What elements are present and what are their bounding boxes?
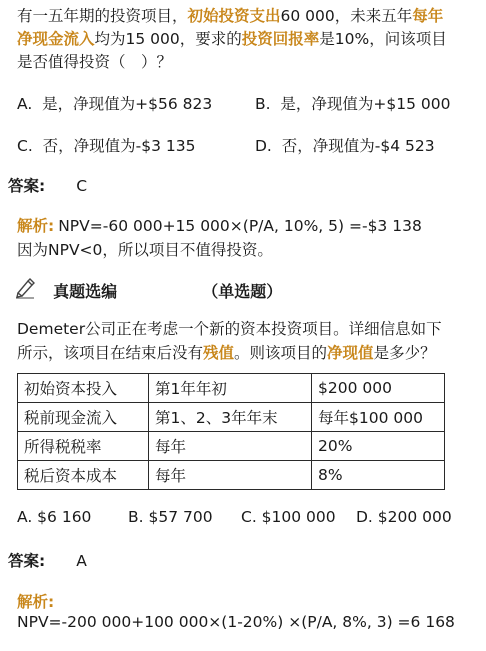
section-header <box>14 277 282 303</box>
option-text: 否，净现值为-$3 135 <box>42 137 196 155</box>
answer-label: 答案: <box>8 177 46 195</box>
table-cell: 第1年年初 <box>149 374 312 403</box>
q1-stem-line3: 是否值得投资（ ）？ <box>17 53 173 71</box>
option-letter: B. <box>255 95 271 113</box>
table-cell: 20% <box>312 432 445 461</box>
table-row <box>18 432 445 461</box>
pencil-icon <box>14 277 36 303</box>
q1-highlight-net-cash-inflow: 净现金流入 <box>17 30 95 48</box>
q2-highlight-salvage: 残值 <box>203 344 235 362</box>
table-cell: 每年 <box>149 432 312 461</box>
option-text: 是，净现值为+$15 000 <box>280 95 451 113</box>
table-cell: 第1、2、3年年末 <box>149 403 312 432</box>
q1-analysis-line2: 因为NPV<0，所以项目不值得投资。 <box>17 241 273 259</box>
q1-analysis-line1 <box>17 214 422 236</box>
analysis-formula: NPV=-60 000+15 000×(P/A, 10%, 5) =-$3 138 <box>58 217 422 235</box>
q2-stem-line2 <box>17 342 436 364</box>
q1-option-c[interactable] <box>17 134 195 156</box>
answer-label: 答案: <box>8 552 46 570</box>
q1-stem-line1 <box>17 5 443 27</box>
project-info-table <box>17 373 445 490</box>
q1-option-b[interactable] <box>255 92 451 114</box>
table-cell: 每年$100 000 <box>312 403 445 432</box>
q1-highlight-initial-outlay: 初始投资支出 <box>187 7 281 25</box>
table-row <box>18 374 445 403</box>
q1-text: 是10%，问该项目 <box>319 30 447 48</box>
table-cell: 初始资本投入 <box>18 374 149 403</box>
table-row <box>18 403 445 432</box>
q2-analysis-formula: NPV=-200 000+100 000×(1-20%) ×(P/A, 8%, 3) =6 168 <box>17 613 455 631</box>
q2-option-d[interactable]: D. $200 000 <box>356 508 452 526</box>
table-cell: 税前现金流入 <box>18 403 149 432</box>
q2-option-a[interactable]: A. $6 160 <box>17 508 92 526</box>
q2-analysis-label: 解析: <box>17 593 55 611</box>
q1-stem-line2 <box>17 28 447 50</box>
q1-text: 均为15 000，要求的 <box>94 30 242 48</box>
q2-text: 。则该项目的 <box>234 344 328 362</box>
table-cell: 税后资本成本 <box>18 461 149 490</box>
q2-text: 所示，该项目在结束后没有 <box>17 344 204 362</box>
answer-value: C <box>76 177 88 195</box>
option-letter: C. <box>17 137 33 155</box>
table-cell: 8% <box>312 461 445 490</box>
q2-answer <box>8 549 87 571</box>
table-row <box>18 461 445 490</box>
section-title: 真题选编 <box>53 281 118 301</box>
q1-answer <box>8 174 87 196</box>
option-letter: D. <box>255 137 272 155</box>
q1-text: 有一五年期的投资项目， <box>17 7 188 25</box>
option-letter: A. <box>17 95 33 113</box>
q1-highlight-each-year: 每年 <box>412 7 444 25</box>
q2-option-c[interactable]: C. $100 000 <box>241 508 336 526</box>
q2-stem-line1: Demeter公司正在考虑一个新的资本投资项目。详细信息如下 <box>17 320 442 338</box>
option-text: 是，净现值为+$56 823 <box>42 95 213 113</box>
answer-value: A <box>76 552 87 570</box>
section-type: （单选题） <box>202 281 283 301</box>
q1-highlight-required-return: 投资回报率 <box>241 30 320 48</box>
q2-text: 是多少？ <box>373 344 436 362</box>
table-cell: 每年 <box>149 461 312 490</box>
q1-option-d[interactable] <box>255 134 435 156</box>
option-text: 否，净现值为-$4 523 <box>281 137 435 155</box>
analysis-label: 解析: <box>17 217 55 235</box>
q1-option-a[interactable] <box>17 92 212 114</box>
table-cell: 所得税税率 <box>18 432 149 461</box>
q1-text: 60 000，未来五年 <box>280 7 413 25</box>
q2-highlight-npv: 净现值 <box>327 344 374 362</box>
q2-option-b[interactable]: B. $57 700 <box>128 508 213 526</box>
table-cell: $200 000 <box>312 374 445 403</box>
